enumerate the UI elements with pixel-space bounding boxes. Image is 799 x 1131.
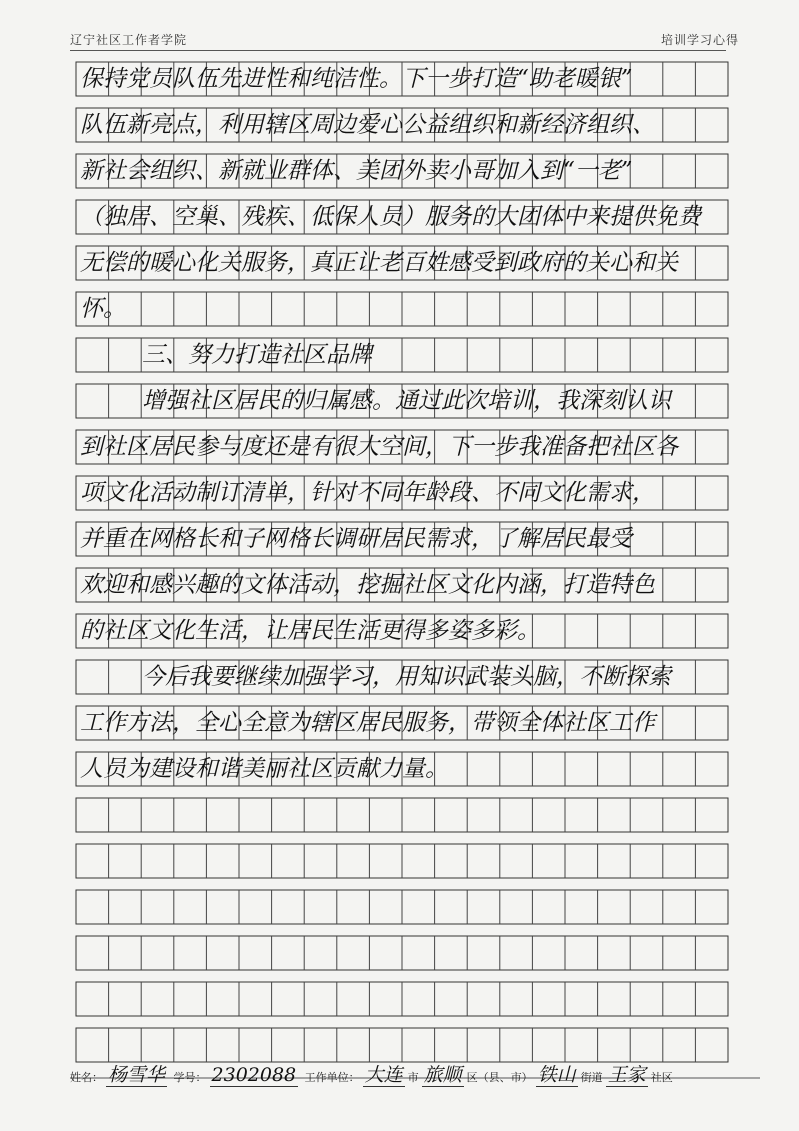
text-line: 队伍新亮点，利用辖区周边爱心公益组织和新经济组织、 — [80, 112, 655, 138]
text-line: 的社区文化生活，让居民生活更得多姿多彩。 — [80, 618, 540, 644]
header-school-name: 辽宁社区工作者学院 — [70, 33, 188, 47]
text-line: 项文化活动制订清单，针对不同年龄段、不同文化需求， — [80, 480, 655, 506]
work-unit-label: 工作单位： — [304, 1071, 360, 1084]
text-line: 保持党员队伍先进性和纯洁性。下一步打造“助老暖银” — [80, 66, 633, 92]
street-label: 街道 — [580, 1071, 603, 1084]
text-line: 怀。 — [80, 296, 126, 322]
community-value: 王家 — [607, 1064, 646, 1086]
student-id-label: 学号： — [173, 1071, 207, 1084]
city-label: 市 — [407, 1071, 419, 1084]
header-document-type: 培训学习心得 — [660, 33, 739, 47]
text-line: 无偿的暖心化关服务，真正让老百姓感受到政府的关心和关 — [80, 250, 678, 276]
text-line: 人员为建设和谐美丽社区贡献力量。 — [80, 756, 448, 782]
text-line: 到社区居民参与度还是有很大空间，下一步我准备把社区各 — [80, 434, 678, 460]
text-line: 三、努力打造社区品牌 — [142, 342, 372, 368]
district-label: 区（县、市） — [466, 1071, 533, 1084]
text-line: 增强社区居民的归属感。通过此次培训，我深刻认识 — [142, 388, 671, 414]
street-value: 铁山 — [537, 1064, 576, 1086]
text-line: （独居、空巢、残疾、低保人员）服务的大团体中来提供免费 — [80, 204, 701, 230]
name-label: 姓名： — [70, 1071, 103, 1084]
name-value: 杨雪华 — [108, 1064, 166, 1086]
text-line: 工作方法，全心全意为辖区居民服务，带领全体社区工作 — [80, 710, 655, 736]
text-line: 新社会组织、新就业群体、美团外卖小哥加入到“一老” — [80, 158, 633, 184]
text-line: 并重在网格长和子网格长调研居民需求，了解居民最受 — [80, 526, 632, 552]
student-id-value: 2302088 — [211, 1064, 297, 1086]
text-line: 今后我要继续加强学习，用知识武装头脑，不断探索 — [142, 664, 671, 690]
text-line: 欢迎和感兴趣的文体活动，挖掘社区文化内涵，打造特色 — [80, 572, 655, 598]
city-value: 大连 — [364, 1064, 403, 1086]
community-label: 社区 — [650, 1071, 673, 1084]
district-value: 旅顺 — [423, 1064, 462, 1086]
footer-signature-row — [70, 1060, 760, 1087]
